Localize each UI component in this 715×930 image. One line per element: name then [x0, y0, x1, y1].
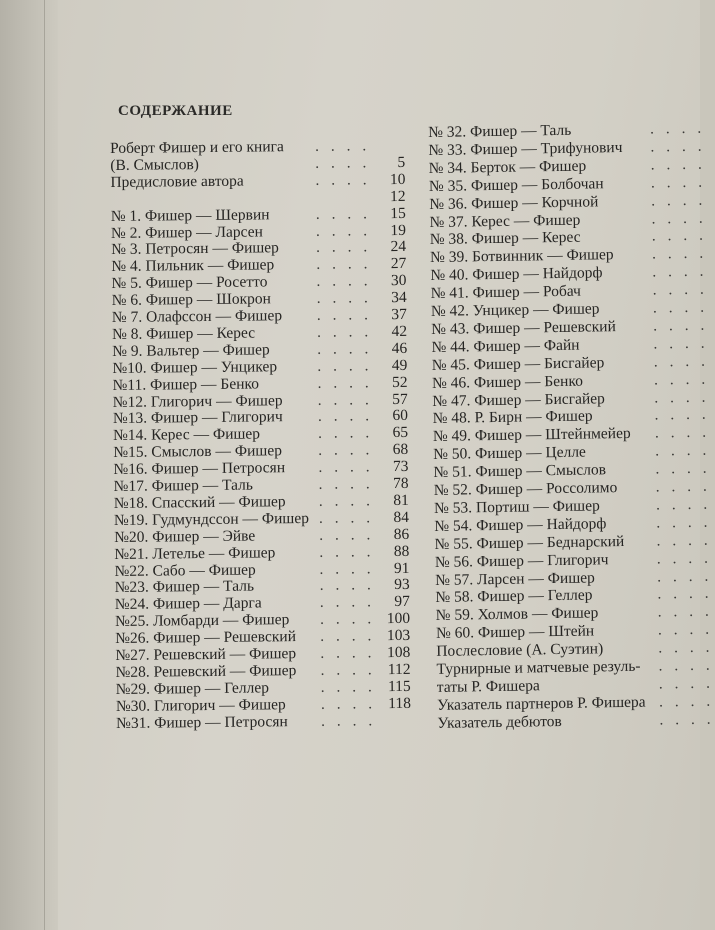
toc-page-number: 46 [391, 339, 408, 357]
toc-entry-label: №13. Фишер — Глигорич [112, 408, 283, 428]
toc-entry-label: № 42. Унцикер — Фишер [430, 300, 600, 320]
toc-leader-dots: . . . . [318, 492, 375, 510]
toc-page-number: 5 [397, 153, 406, 171]
toc-leader-dots: . . . . [650, 173, 707, 192]
toc-leader-dots: . . . . [651, 191, 707, 210]
toc-entry-label: № 9. Вальтер — Фишер [112, 341, 270, 360]
toc-entry-label: № 6. Фишер — Шокрон [111, 290, 271, 310]
toc-entry-label: Послесловие (А. Суэтин) [436, 640, 604, 661]
toc-leader-dots: . . . . [650, 137, 706, 156]
toc-entry-label: №29. Фишер — Геллер [115, 679, 269, 698]
toc-leader-dots: . . . . [656, 549, 713, 568]
toc-entry-label: № 7. Олафссон — Фишер [111, 307, 283, 326]
toc-leader-dots: . . . . [654, 388, 710, 406]
toc-entry-label: № 38. Фишер — Керес [429, 229, 581, 249]
toc-entry-label: № 37. Керес — Фишер [429, 211, 581, 231]
toc-leader-dots: . . . . [319, 542, 375, 561]
toc-entry-label: Турнирные и матчевые резуль- [436, 657, 641, 678]
toc-leader-dots: . . . . [657, 567, 713, 585]
toc-entry-label: №20. Фишер — Эйве [114, 527, 256, 546]
toc-leader-dots: . . . . [658, 674, 715, 693]
toc-leader-dots: . . . . [656, 531, 712, 550]
toc-leader-dots: . . . . [319, 593, 376, 612]
toc-leader-dots: . . . . [657, 584, 713, 603]
toc-entry-label: № 55. Фишер — Беднарский [434, 532, 625, 553]
toc-leader-dots: . . . . [320, 644, 376, 662]
toc-page-number: 78 [393, 474, 409, 493]
toc-leader-dots: . . . . [658, 656, 714, 675]
toc-leader-dots: . . . . [652, 262, 708, 281]
toc-page-number: 81 [393, 491, 409, 509]
toc-leader-dots: . . . . [657, 602, 713, 621]
toc-leader-dots: . . . . [318, 441, 374, 460]
toc-entry-label: №28. Решевский — Фишер [115, 661, 297, 681]
page-title: СОДЕРЖАНИЕ [118, 103, 233, 119]
toc-entry-label: №11. Фишер — Бенко [112, 375, 260, 394]
toc-entry-label: №24. Фишер — Дарга [114, 594, 262, 614]
toc-page-number: 37 [391, 305, 407, 324]
toc-leader-dots: . . . . [655, 495, 712, 514]
toc-leader-dots: . . . . [320, 694, 377, 713]
toc-entry-label: № 35. Фишер — Болбочан [428, 174, 604, 195]
toc-entry-label: Указатель дебютов [437, 712, 562, 732]
toc-leader-dots: . . . . [318, 509, 375, 527]
toc-entry-label: № 39. Ботвинник — Фишер [429, 246, 614, 267]
toc-entry-label: № 47. Фишер — Бисгайер [432, 389, 605, 410]
toc-right-column [428, 119, 715, 744]
toc-entry-label: № 33. Фишер — Трифунович [428, 138, 623, 159]
toc-entry-label: №15. Смыслов — Фишер [113, 442, 282, 462]
toc-leader-dots: . . . . [657, 620, 714, 639]
toc-entry-label: Указатель партнеров Р. Фишера [436, 693, 646, 714]
toc-entry-label: № 49. Фишер — Штейнмейер [432, 425, 631, 446]
toc-leader-dots: . . . . [316, 238, 372, 257]
toc-leader-dots: . . . . [317, 356, 373, 375]
toc-leader-dots: . . . . [651, 244, 708, 263]
toc-page-number: 60 [392, 407, 408, 425]
toc-entry-label: № 41. Фишер — Робач [430, 282, 581, 303]
toc-leader-dots: . . . . [656, 513, 712, 532]
gutter-line [44, 0, 45, 930]
toc-entry-label: № 59. Холмов — Фишер [435, 604, 599, 625]
toc-leader-dots: . . . . [655, 477, 711, 496]
toc-leader-dots: . . . . [654, 423, 711, 442]
toc-entry-label: № 36. Фишер — Корчной [429, 192, 599, 213]
toc-leader-dots: . . . . [319, 576, 375, 595]
toc-leader-dots: . . . . [318, 458, 374, 476]
toc-entry-label: №22. Сабо — Фишер [114, 560, 256, 580]
toc-page-number: 52 [391, 373, 408, 391]
toc-page-number: 24 [390, 238, 407, 256]
toc-entry-label: № 3. Петросян — Фишер [111, 239, 279, 259]
toc-page-number: 88 [393, 542, 410, 560]
toc-page-number: 49 [391, 356, 408, 374]
book-spine [0, 0, 58, 930]
toc-leader-dots: . . . . [318, 475, 374, 493]
toc-entry-label: № 58. Фишер — Геллер [435, 586, 593, 607]
toc-page-number: 68 [392, 441, 409, 459]
toc-entry-label: № 51. Фишер — Смыслов [433, 461, 607, 482]
toc-leader-dots: . . . . [314, 137, 371, 155]
toc-leader-dots: . . . . [659, 710, 715, 729]
toc-leader-dots: . . . . [317, 373, 373, 392]
toc-leader-dots: . . . . [653, 316, 709, 335]
toc-entry-label: № 56. Фишер — Глигорич [434, 550, 609, 571]
toc-page-number: 65 [392, 424, 409, 442]
toc-leader-dots: . . . . [317, 424, 374, 443]
toc-leader-dots: . . . . [315, 221, 372, 240]
toc-page-number: 57 [392, 390, 408, 408]
toc-page-number: 15 [390, 204, 406, 222]
toc-page-number: 19 [390, 221, 407, 239]
toc-entry-label: №14. Керес — Фишер [113, 425, 261, 445]
toc-entry-label: № 50. Фишер — Целле [433, 443, 587, 464]
toc-entry-label: №17. Фишер — Таль [113, 476, 254, 495]
toc-leader-dots: . . . . [320, 661, 376, 679]
toc-page-number: 103 [386, 626, 411, 645]
toc-entry-label: Предисловие автора [110, 172, 244, 191]
toc-entry-label: № 52. Фишер — Россолимо [433, 479, 618, 499]
toc-leader-dots: . . . . [649, 119, 706, 138]
toc-leader-dots: . . . . [317, 407, 374, 426]
toc-leader-dots: . . . . [320, 627, 376, 645]
toc-entry-label: таты Р. Фишера [436, 677, 540, 696]
toc-leader-dots: . . . . [652, 280, 708, 299]
toc-left-column [110, 137, 416, 740]
toc-page-number: 112 [387, 660, 411, 679]
toc-entry-label: №27. Решевский — Фишер [115, 645, 297, 664]
toc-entry-label: № 57. Ларсен — Фишер [435, 568, 595, 589]
toc-entry [437, 710, 715, 732]
toc-page-number: 97 [394, 593, 410, 611]
toc-entry-label: № 45. Фишер — Бисгайер [431, 353, 605, 374]
toc-leader-dots: . . . . [316, 306, 373, 324]
toc-page-number: 10 [389, 170, 406, 188]
toc-page-number: 27 [390, 255, 407, 273]
toc-entry-label: № 53. Портиш — Фишер [433, 497, 600, 517]
toc-entry-label: №19. Гудмундссон — Фишер [113, 509, 310, 529]
toc-leader-dots: . . . . [316, 323, 373, 341]
toc-leader-dots: . . . . [658, 692, 715, 711]
toc-leader-dots: . . . . [658, 638, 714, 657]
toc-entry-label: №31. Фишер — Петросян [116, 712, 288, 732]
toc-page-number: 115 [387, 677, 411, 695]
toc-page-number: 73 [392, 457, 409, 476]
toc-entry-label: №26. Фишер — Решевский [115, 628, 297, 648]
toc-entry-label: № 34. Берток — Фишер [428, 157, 587, 177]
toc-entry-label: №25. Ломбарди — Фишер [114, 611, 290, 631]
toc-leader-dots: . . . . [315, 154, 371, 172]
toc-entry-label: Роберт Фишер и его книга [110, 138, 284, 157]
toc-entry-label: № 48. Р. Бирн — Фишер [432, 407, 593, 428]
toc-page-number: 84 [393, 508, 410, 526]
toc-entry-label: №16. Фишер — Петросян [113, 459, 286, 479]
toc-entry-label: №23. Фишер — Таль [114, 577, 255, 597]
toc-entry-label: № 54. Фишер — Найдорф [434, 515, 607, 535]
toc-leader-dots: . . . . [319, 525, 375, 544]
toc-leader-dots: . . . . [655, 459, 711, 478]
toc-entry-label: №30. Глигорич — Фишер [115, 695, 286, 715]
toc-leader-dots: . . . . [315, 171, 371, 189]
toc-leader-dots: . . . . [651, 227, 708, 245]
toc-entry-label: №12. Глигорич — Фишер [112, 391, 283, 411]
toc-entry-label: № 60. Фишер — Штейн [435, 622, 595, 643]
toc-entry-label: №21. Летелье — Фишер [114, 543, 276, 563]
toc-entry-label: № 2. Фишер — Ларсен [110, 222, 263, 242]
toc-page-number: 93 [394, 576, 410, 594]
toc-page-number: 100 [386, 610, 411, 628]
toc-leader-dots: . . . . [315, 204, 371, 223]
toc-leader-dots: . . . . [316, 289, 372, 307]
toc-entry-label: № 1. Фишер — Шервин [110, 205, 270, 225]
toc-entry-label: № 43. Фишер — Решевский [431, 317, 616, 338]
toc-leader-dots: . . . . [320, 678, 376, 696]
toc-leader-dots: . . . . [317, 390, 373, 409]
toc-entry-label: № 4. Пильник — Фишер [111, 256, 275, 276]
toc-entry [116, 711, 411, 731]
toc-leader-dots: . . . . [653, 370, 710, 389]
toc-entry-label: №18. Спасский — Фишер [113, 493, 286, 512]
toc-page-number: 30 [390, 272, 407, 290]
toc-leader-dots: . . . . [316, 272, 372, 291]
toc-leader-dots: . . . . [653, 334, 709, 353]
toc-page-number: 91 [393, 559, 410, 577]
toc-entry-label: (В. Смыслов) [110, 155, 200, 174]
toc-page-number: 34 [391, 288, 407, 307]
toc-leader-dots: . . . . [319, 610, 376, 629]
toc-page-number: 108 [387, 643, 411, 662]
toc-leader-dots: . . . . [652, 298, 709, 317]
toc-page-number: 12 [390, 187, 406, 205]
toc-leader-dots: . . . . [321, 711, 377, 730]
toc-leader-dots: . . . . [651, 209, 707, 227]
toc-entry-label: № 32. Фишер — Таль [428, 121, 572, 141]
toc-leader-dots: . . . . [317, 340, 373, 358]
toc-entry-label: № 44. Фишер — Файн [431, 336, 580, 356]
toc-leader-dots: . . . . [654, 406, 710, 424]
toc-entry-label: № 8. Фишер — Керес [111, 324, 256, 343]
toc-entry-label: № 40. Фишер — Найдорф [430, 264, 603, 285]
toc-leader-dots: . . . . [319, 559, 375, 578]
toc-leader-dots: . . . . [316, 255, 372, 274]
toc-page-number: 118 [388, 694, 412, 712]
toc-page-number: 86 [393, 525, 410, 543]
toc-entry-label: № 46. Фишер — Бенко [431, 372, 584, 392]
toc-leader-dots: . . . . [653, 352, 710, 371]
toc-leader-dots: . . . . [650, 155, 706, 174]
toc-leader-dots: . . . . [655, 441, 711, 460]
toc-page-number: 42 [391, 322, 408, 340]
toc-entry-label: №10. Фишер — Унцикер [112, 357, 278, 377]
toc-entry-label: № 5. Фишер — Росетто [111, 273, 268, 293]
